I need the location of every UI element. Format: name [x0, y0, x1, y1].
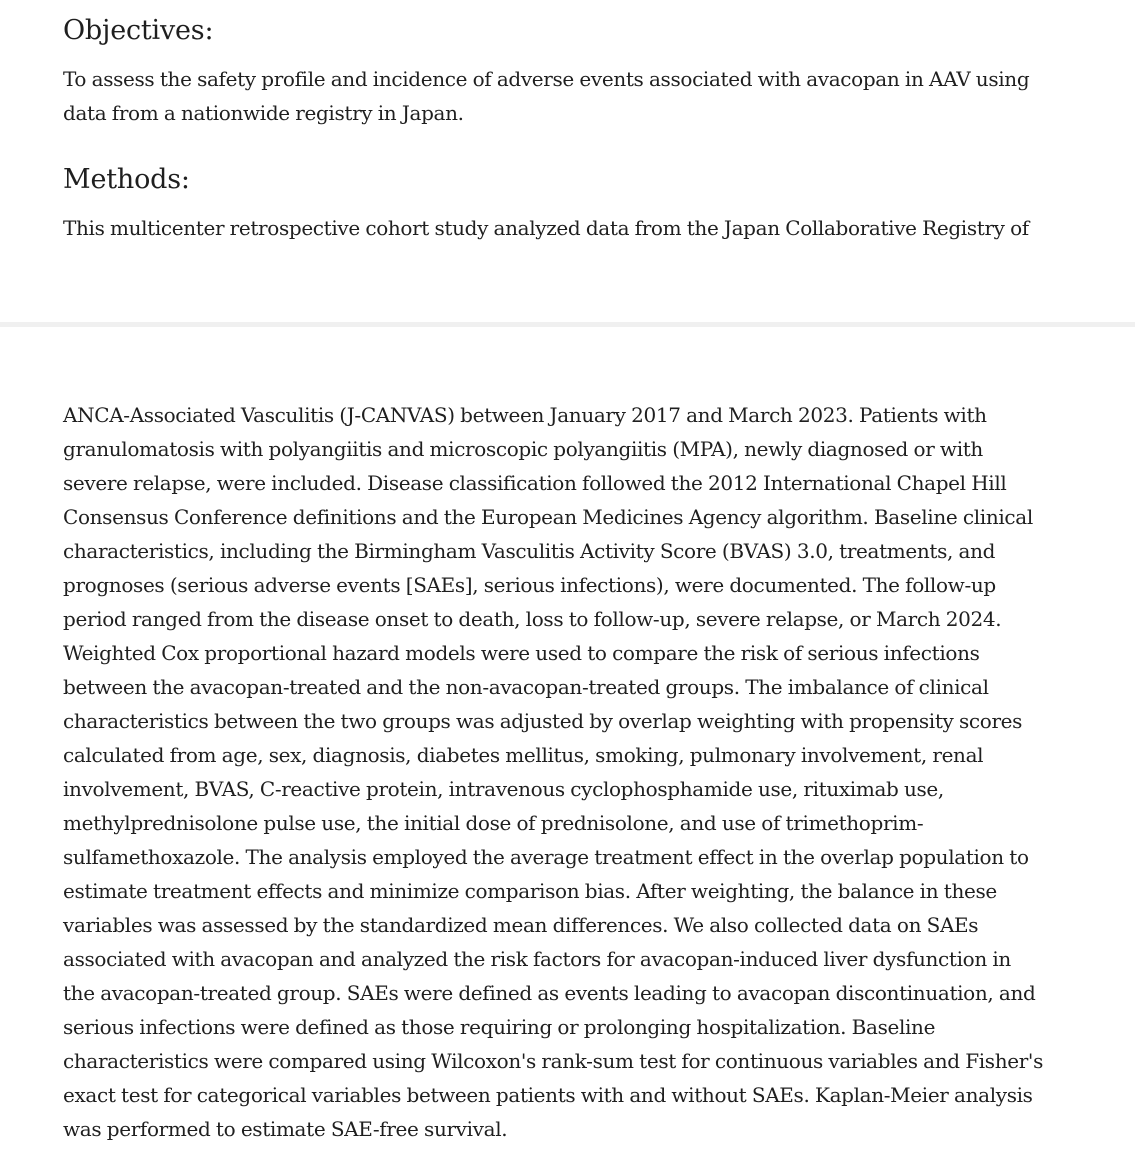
methods-paragraph-start — [63, 211, 1033, 245]
text-line: period ranged from the disease onset to death, loss to follow-up, severe relapse, or March 2024. — [63, 607, 1002, 631]
methods-heading: Methods: — [63, 164, 190, 195]
text-line: associated with avacopan and analyzed the risk factors for avacopan-induced liver dysfunction in — [63, 947, 1011, 971]
text-line: the avacopan-treated group. SAEs were defined as events leading to avacopan discontinuation, and — [63, 981, 1036, 1005]
text-line: Weighted Cox proportional hazard models were used to compare the risk of serious infections — [63, 641, 980, 665]
text-line: severe relapse, were included. Disease classification followed the 2012 International Chapel Hill — [63, 471, 1007, 495]
text-line: serious infections were defined as those requiring or prolonging hospitalization. Baseline — [63, 1015, 936, 1039]
text-line: involvement, BVAS, C-reactive protein, intravenous cyclophosphamide use, rituximab use, — [63, 777, 944, 801]
objectives-heading: Objectives: — [63, 15, 214, 46]
page-divider — [0, 322, 1135, 327]
text-line: data from a nationwide registry in Japan. — [63, 101, 464, 125]
text-line: Consensus Conference definitions and the European Medicines Agency algorithm. Baseline clinical — [63, 505, 1033, 529]
text-line: This multicenter retrospective cohort study analyzed data from the Japan Collaborative Registry of — [63, 216, 1029, 240]
methods-paragraph-continued — [63, 398, 1043, 1146]
text-line: was performed to estimate SAE-free survival. — [63, 1117, 508, 1141]
text-line: characteristics between the two groups was adjusted by overlap weighting with propensity scores — [63, 709, 1023, 733]
objectives-paragraph — [63, 62, 1033, 130]
text-line: To assess the safety profile and incidence of adverse events associated with avacopan in AAV using — [63, 67, 1030, 91]
text-line: between the avacopan-treated and the non-avacopan-treated groups. The imbalance of clinical — [63, 675, 989, 699]
text-line: ANCA-Associated Vasculitis (J-CANVAS) between January 2017 and March 2023. Patients with — [63, 403, 987, 427]
text-line: sulfamethoxazole. The analysis employed the average treatment effect in the overlap population to — [63, 845, 1029, 869]
text-line: prognoses (serious adverse events [SAEs], serious infections), were documented. The follow-up — [63, 573, 996, 597]
text-line: characteristics, including the Birmingham Vasculitis Activity Score (BVAS) 3.0, treatments, and — [63, 539, 996, 563]
text-line: exact test for categorical variables between patients with and without SAEs. Kaplan-Meier analysis — [63, 1083, 1033, 1107]
text-line: variables was assessed by the standardized mean differences. We also collected data on SAEs — [63, 913, 979, 937]
text-line: granulomatosis with polyangiitis and microscopic polyangiitis (MPA), newly diagnosed or with — [63, 437, 983, 461]
text-line: calculated from age, sex, diagnosis, diabetes mellitus, smoking, pulmonary involvement, renal — [63, 743, 984, 767]
text-line: methylprednisolone pulse use, the initial dose of prednisolone, and use of trimethoprim- — [63, 811, 924, 835]
text-line: estimate treatment effects and minimize comparison bias. After weighting, the balance in these — [63, 879, 997, 903]
text-line: characteristics were compared using Wilcoxon's rank-sum test for continuous variables and Fisher's — [63, 1049, 1043, 1073]
